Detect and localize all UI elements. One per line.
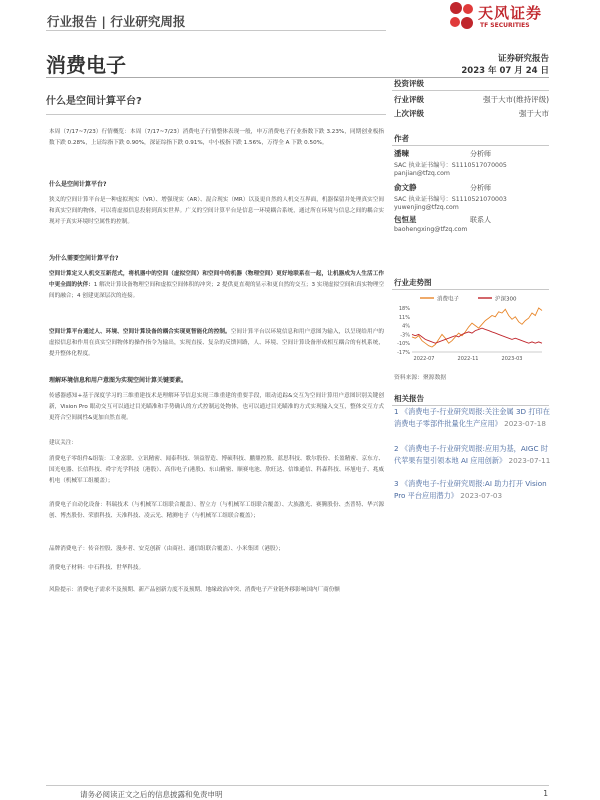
logo-text-en: TF SECURITIES bbox=[480, 22, 530, 29]
rating-divider bbox=[392, 90, 549, 91]
related-reports-title: 相关报告 bbox=[394, 394, 424, 403]
logo-icon bbox=[446, 0, 476, 34]
rating-title: 投资评级 bbox=[394, 79, 424, 88]
header-divider bbox=[46, 30, 386, 31]
section-heading-why: 为什么需要空间计算平台? bbox=[49, 255, 119, 262]
industry-rating-label: 行业评级 bbox=[394, 95, 424, 104]
report-type: 证券研究报告 bbox=[497, 54, 549, 64]
chart-source: 资料来源：聚源数据 bbox=[394, 375, 447, 381]
author2-role: 分析师 bbox=[470, 184, 491, 192]
y-tick-label: 18% bbox=[398, 306, 410, 312]
related-report-1-date: 2023-07-18 bbox=[504, 419, 546, 428]
author1-email[interactable]: panjian@tfzq.com bbox=[394, 170, 450, 177]
report-series: 行业研究周报 bbox=[110, 14, 186, 29]
y-tick-label: -3% bbox=[400, 332, 410, 339]
why-paragraph-rest: 1 解决计算设备物理空间和虚拟空间体积的冲突；2 提供更直观的显示和更自然的交互；3 实现虚拟空间和真实物理空间的融合；4 创建更深层次的连接。 bbox=[49, 281, 384, 299]
risk-paragraph: 风险提示：消费电子需求不及预期、新产品创新力度不及预期、地缘政治冲突、消费电子产业链外移影响国内厂商份额 bbox=[49, 587, 340, 593]
y-tick-label: -10% bbox=[397, 341, 410, 348]
subtitle-divider bbox=[46, 114, 386, 115]
coupling-paragraph-rest: 空间计算平台以环境信息和用户意图为输入，以呈现给用户的虚拟信息和作用在真实空间物体的操作指令为输出，实现直接、复杂的反馈回路，人、环境、空间计算设备形成相互耦合的有机系统，提升整体化程度。 bbox=[49, 329, 384, 357]
author2-name: 俞文静 bbox=[394, 183, 417, 192]
prev-rating-value: 强于大市 bbox=[519, 109, 549, 118]
section-heading-what: 什么是空间计算平台? bbox=[49, 181, 107, 188]
legend-label-1: 消费电子 bbox=[437, 296, 460, 303]
logo-text-cn: 天风证券 bbox=[478, 4, 543, 22]
footer-divider bbox=[46, 785, 549, 786]
related-report-1-title[interactable]: 1 《消费电子-行业研究周报:关注金属 3D 打印在消费电子零部件批量化生产应用》 bbox=[394, 407, 550, 428]
disclaimer-footer: 请务必阅读正文之后的信息披露和免责申明 bbox=[80, 790, 223, 799]
automation-paragraph: 消费电子自动化设备：科瑞技术（与机械军工组联合覆盖）、智立方（与机械军工组联合覆盖）、大族激光、赛腾股份、杰普特、华兴源创、博杰股份、荣旗科技、天准科技、凌云光、精测电子（与机械军工组联合覆盖）； bbox=[49, 502, 384, 519]
related-report-2-title[interactable]: 2 《消费电子-行业研究周报:应用为基，AIGC 时代苹果有望引领本地 AI 应用创新》 bbox=[394, 444, 548, 465]
y-tick-label: 4% bbox=[402, 323, 410, 330]
related-report-3-title[interactable]: 3 《消费电子-行业研究周报:AI 助力打开 Vision Pro 平台应用潜力》 bbox=[394, 479, 547, 500]
suggest-heading: 建议关注： bbox=[49, 440, 77, 446]
page-number: 1 bbox=[543, 789, 548, 798]
header-separator: | bbox=[101, 14, 106, 29]
coupling-paragraph-lead: 空间计算平台通过人、环境、空间计算设备的耦合实现更智能化的控制。 bbox=[49, 329, 231, 335]
key-elements-paragraph: 传感器感知+基于深度学习的三维重建技术是理解环节信息实现三维重建的重要手段，眼动追踪&交互为空间计算用户意图识别关键创新，Vision Pro 眼动交互可以通过目光瞄准和手势确认的方式控制远处物体，也可以通过目光瞄准的方式实现输入交互，整体交互方式更符合空间属性&更加自然直观。 bbox=[49, 393, 384, 421]
author2-email[interactable]: yuwenjing@tfzq.com bbox=[394, 204, 459, 211]
industry-trend-chart bbox=[392, 292, 550, 366]
chart-title: 行业走势图 bbox=[394, 278, 432, 287]
section-heading-key-elements: 理解环境信息和用户意图为实现空间计算关键要素。 bbox=[49, 377, 188, 384]
author1-sac: SAC 执业证书编号：S1110517070005 bbox=[394, 162, 507, 169]
why-paragraph bbox=[49, 269, 384, 301]
definition-paragraph: 狭义的空间计算平台是一种虚拟现实（VR）、增强现实（AR）、混合现实（MR）以及更自然的人机交互界面，机器保留并处理真实空间和真实空间的物体，可以将虚拟信息投射到真实世界。广义的空间计算平台是信息一环境耦合系统，通过所在环境与信息之间的耦合实现对于真实环境时空属性的控制。 bbox=[49, 197, 384, 225]
related-report-3-date: 2023-07-03 bbox=[460, 491, 503, 500]
author3-role: 联系人 bbox=[470, 216, 491, 224]
author2-sac: SAC 执业证书编号：S1110521070003 bbox=[394, 196, 507, 203]
tf-securities-logo bbox=[446, 0, 566, 36]
report-date: 2023 年 07 月 24 日 bbox=[461, 66, 549, 76]
report-header bbox=[47, 12, 185, 30]
components-paragraph: 消费电子零组件&组装：工业富联、立讯精密、闻泰科技、领益智造、博硕科技、鹏鼎控股、蓝思科技、歌尔股份、长盈精密、京东方、国光电器、长信科技、舜宇光学科技（港股）、高伟电子(港股)、东山精密、顺赛电池、欣旺达、信维通信、科森科技、环旭电子、兆威机电（机械军工组覆盖）； bbox=[49, 456, 384, 484]
industry-rating-value: 强于大市(维持评级) bbox=[483, 95, 549, 104]
legend-label-2: 沪深300 bbox=[495, 296, 517, 303]
author1-name: 潘暕 bbox=[394, 149, 409, 158]
report-subtitle: 什么是空间计算平台? bbox=[46, 96, 142, 107]
series-line-2 bbox=[412, 328, 542, 343]
title-divider bbox=[46, 77, 549, 78]
x-tick-label: 2022-11 bbox=[457, 356, 479, 362]
report-kind: 行业报告 bbox=[47, 14, 98, 29]
x-tick-label: 2023-03 bbox=[501, 356, 523, 362]
related-report-2[interactable] bbox=[394, 443, 552, 467]
materials-paragraph: 消费电子材料：中石科技、世华科技。 bbox=[49, 565, 145, 571]
y-tick-label: 11% bbox=[398, 314, 410, 321]
prev-rating-label: 上次评级 bbox=[394, 109, 424, 118]
why-paragraph-lead: 空间计算定义人机交互新范式，将机器中的空间（虚拟空间）和空间中的机器（物理空间）更好地联系在一起，让机器成为人生活工作中更全面的伙伴： bbox=[49, 271, 384, 288]
author-divider bbox=[392, 145, 549, 146]
author1-role: 分析师 bbox=[470, 150, 491, 158]
weekly-overview-paragraph: 本周（7/17~7/23）行情概览：本周（7/17~7/23）消费电子行情整体表现一般，申万消费电子行业指数下跌 3.23%，同期创业板指数下跌 0.28%，上证综指下跌 0.90%，深证综指下跌 0.91%，中小板指下跌 1.56%，万得全 A 下跌 0.50%。 bbox=[49, 129, 384, 146]
brands-paragraph: 品牌消费电子：传音控股、漫步者、安克创新（由商社、通信组联合覆盖）、小米集团（港股）； bbox=[49, 546, 284, 552]
author3-name: 包恒星 bbox=[394, 215, 417, 224]
x-tick-label: 2022-07 bbox=[413, 356, 435, 362]
chart-divider bbox=[392, 289, 549, 290]
coupling-paragraph bbox=[49, 327, 384, 359]
author3-email[interactable]: baohengxing@tfzq.com bbox=[394, 226, 468, 233]
y-tick-label: -17% bbox=[397, 350, 410, 356]
related-report-3[interactable] bbox=[394, 478, 552, 502]
related-report-1[interactable] bbox=[394, 406, 552, 430]
author-title: 作者 bbox=[394, 134, 409, 143]
related-report-2-date: 2023-07-11 bbox=[508, 456, 551, 465]
page-title: 消费电子 bbox=[46, 53, 126, 77]
